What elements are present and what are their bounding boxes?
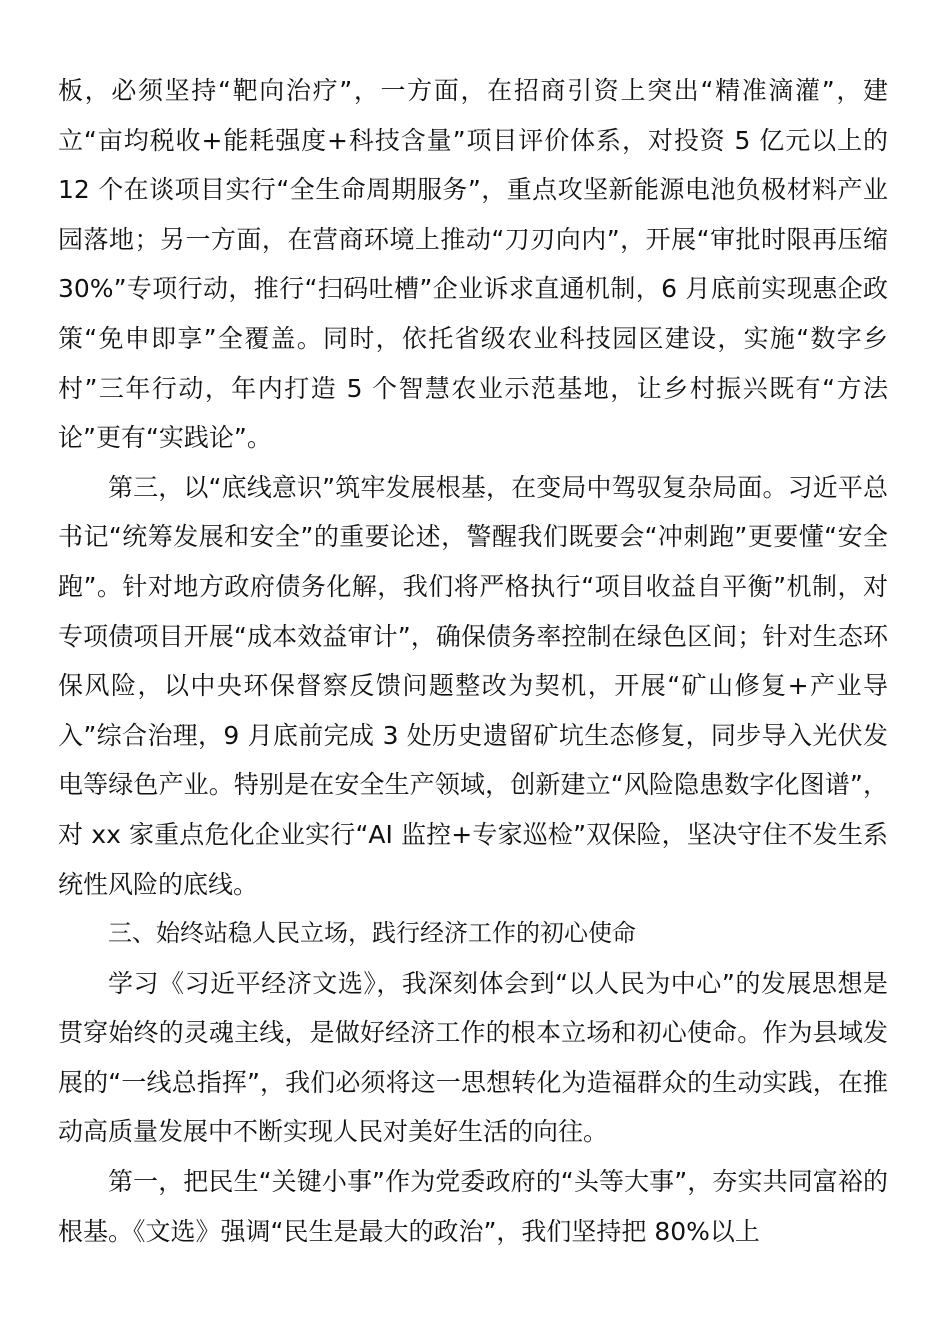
document-body (58, 66, 888, 1256)
paragraph-third-point: 第三，以“底线意识”筑牢发展根基，在变局中驾驭复杂局面。习近平总书记“统筹发展和安全”的重要论述，警醒我们既要会“冲刺跑”更要懂“安全跑”。针对地方政府债务化解，我们将严格执行“项目收益自平衡”机制，对专项债项目开展“成本效益审计”，确保债务率控制在绿色区间；针对生态环保风险，以中央环保督察反馈问题整改为契机，开展“矿山修复+产业导入”综合治理，9 月底前完成 3 处历史遗留矿坑生态修复，同步导入光伏发电等绿色产业。特别是在安全生产领域，创新建立“风险隐患数字化图谱”，对 xx 家重点危化企业实行“AI 监控+专家巡检”双保险，坚决守住不发生系统性风险的底线。 (58, 472, 888, 899)
paragraph-first-point: 第一，把民生“关键小事”作为党委政府的“头等大事”，夯实共同富裕的根基。《文选》强调“民生是最大的政治”，我们坚持把 80%以上 (58, 1167, 888, 1246)
paragraph-continuation: 板，必须坚持“靶向治疗”，一方面，在招商引资上突出“精准滴灌”，建立“亩均税收+能耗强度+科技含量”项目评价体系，对投资 5 亿元以上的 12 个在谈项目实行“全生命周期服务”，重点攻坚新能源电池负极材料产业园落地；另一方面，在营商环境上推动“刀刃向内”，开展“审批时限再压缩 30%”专项行动，推行“扫码吐槽”企业诉求直通机制，6 月底前实现惠企政策“免申即享”全覆盖。同时，依托省级农业科技园区建设，实施“数字乡村”三年行动，年内打造 5 个智慧农业示范基地，让乡村振兴既有“方法论”更有“实践论”。 (58, 76, 888, 453)
paragraph-section-intro: 学习《习近平经济文选》，我深刻体会到“以人民为中心”的发展思想是贯穿始终的灵魂主线，是做好经济工作的根本立场和初心使命。作为县域发展的“一线总指挥”，我们必须将这一思想转化为造福群众的生动实践，在推动高质量发展中不断实现人民对美好生活的向往。 (58, 968, 888, 1147)
section-heading: 三、始终站稳人民立场，践行经济工作的初心使命 (108, 919, 636, 948)
